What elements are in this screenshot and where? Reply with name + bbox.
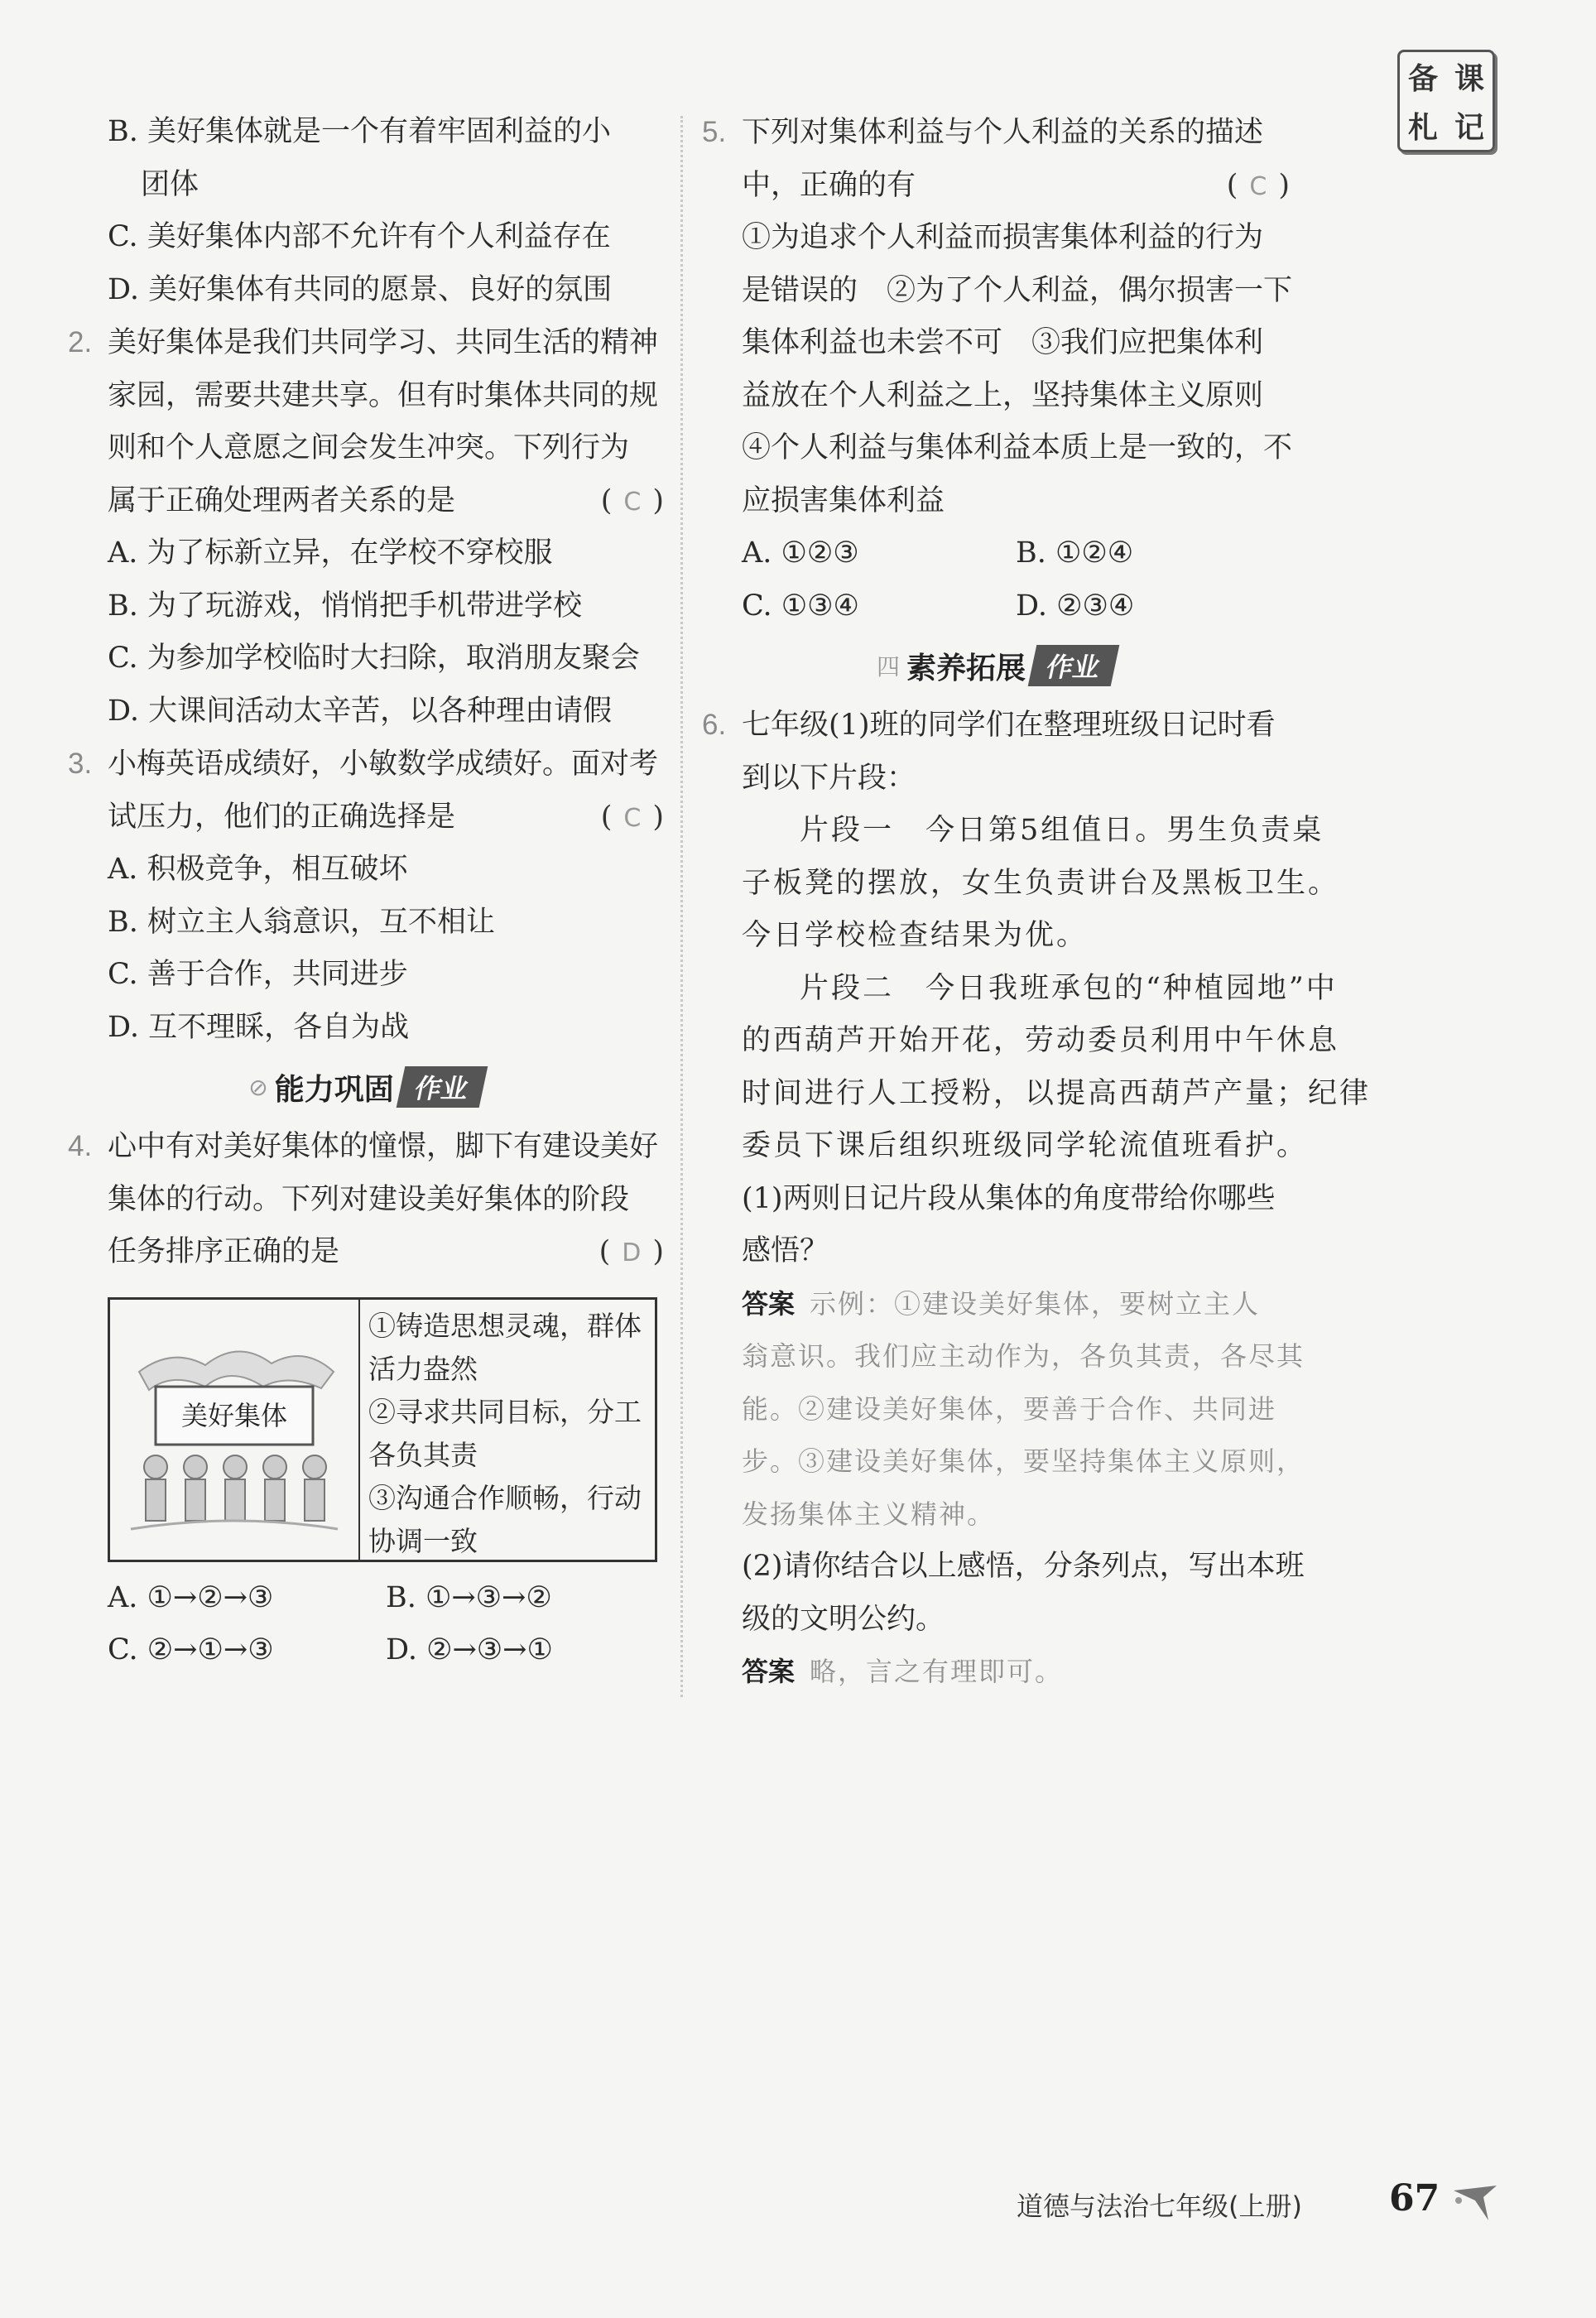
option-row (702, 527, 1290, 580)
excerpt-line: 片段一 今日第5组值日。男生负责桌 (800, 814, 1324, 847)
answer-bracket: ( C ) (1226, 168, 1290, 202)
figure-label: 美好集体 (180, 1399, 288, 1431)
section-tag: 作业 (1028, 645, 1120, 686)
right-column (702, 106, 1372, 1699)
option-d: D. 大课间活动太辛苦，以各种理由请假 (108, 694, 613, 728)
stamp-char: 记 (1454, 111, 1484, 145)
lesson-notes-stamp (1397, 50, 1495, 152)
question-stem: 下列对集体利益与个人利益的关系的描述 (742, 116, 1264, 149)
option-b: B. ①→③→② (386, 1580, 552, 1614)
stage-figure (108, 1297, 657, 1562)
section-mark-icon: ⊘ (248, 1073, 268, 1101)
question-stem: 试压力，他们的正确选择是 (108, 800, 456, 834)
section-heading-ability (68, 1054, 664, 1120)
sub-question-2: (2)请你结合以上感悟，分条列点，写出本班 (742, 1550, 1305, 1583)
question-number: 5. (702, 116, 727, 148)
option-c: C. 美好集体内部不允许有个人利益存在 (108, 220, 611, 253)
option-d: D. 美好集体有共同的愿景、良好的氛围 (108, 272, 613, 306)
left-column (68, 106, 664, 1677)
option-b: B. 为了玩游戏，悄悄把手机带进学校 (108, 589, 582, 623)
option-row (68, 1572, 664, 1625)
option-c: C. ①③④ (742, 589, 859, 623)
section-mark: 四 (876, 653, 900, 680)
statement-line: ④个人利益与集体利益本质上是一致的，不 (742, 431, 1293, 464)
question-stem: 集体的行动。下列对建设美好集体的阶段 (108, 1182, 630, 1216)
question-stem: 则和个人意愿之间会发生冲突。下列行为 (108, 431, 630, 464)
answer-bracket: ( C ) (600, 800, 664, 834)
section-title: 能力巩固 (274, 1072, 394, 1107)
section-tag: 作业 (396, 1066, 488, 1108)
question-stem: 属于正确处理两者关系的是 (108, 483, 456, 517)
option-d: D. ②③④ (1016, 589, 1135, 623)
option-a: A. 积极竞争，相互破坏 (108, 853, 408, 886)
section-title: 素养拓展 (906, 651, 1026, 685)
answer-choice: C (1249, 171, 1267, 201)
answer-label: 答案 (742, 1656, 796, 1687)
answer-choice: C (623, 487, 642, 517)
option-d: D. 互不理睬，各自为战 (108, 1010, 410, 1044)
excerpt-line: 片段二 今日我班承包的“种植园地”中 (800, 971, 1338, 1005)
question-1-tail (68, 106, 664, 316)
stage-item: 活力盎然 (368, 1352, 478, 1385)
question-3 (68, 738, 664, 1054)
answer-label: 答案 (742, 1287, 796, 1320)
question-number: 4. (68, 1130, 93, 1162)
figure-stage-list (360, 1300, 655, 1560)
question-stem: 七年级(1)班的同学们在整理班级日记时看 (742, 709, 1276, 742)
answer-text: 发扬集体主义精神。 (742, 1498, 996, 1530)
column-divider (680, 116, 683, 1697)
answer-text: 能。②建设美好集体，要善于合作、共同进 (742, 1392, 1277, 1425)
question-6 (702, 699, 1372, 1699)
answer-choice: C (623, 803, 642, 833)
excerpt-line: 子板凳的摆放，女生负责讲台及黑板卫生。 (742, 866, 1340, 900)
option-row (702, 580, 1290, 633)
question-stem: 到以下片段： (742, 761, 916, 795)
excerpt-line: 时间进行人工授粉，以提高西葫芦产量；纪律 (742, 1076, 1372, 1110)
question-stem: 任务排序正确的是 (108, 1235, 340, 1268)
answer-choice: D (622, 1238, 642, 1267)
option-a: A. ①→②→③ (108, 1580, 274, 1614)
sub-question-1-cont: 感悟？ (742, 1234, 829, 1267)
question-4 (68, 1120, 664, 1677)
excerpt-line: 的西葫芦开始开花，劳动委员利用中午休息 (742, 1024, 1340, 1057)
question-stem: 美好集体是我们共同学习、共同生活的精神 (108, 326, 659, 359)
answer-1 (702, 1278, 1305, 1541)
stage-item: ②寻求共同目标，分工 (368, 1395, 642, 1428)
stage-item: ①铸造思想灵魂，群体 (368, 1309, 642, 1342)
option-row (68, 1624, 664, 1677)
question-5 (702, 106, 1293, 632)
option-a: A. ①②③ (742, 536, 859, 570)
question-number: 2. (68, 326, 93, 358)
option-c: C. 为参加学校临时大扫除，取消朋友聚会 (108, 642, 640, 675)
corner-decoration-icon (1450, 2182, 1500, 2224)
answer-bracket: ( D ) (598, 1235, 664, 1268)
question-number: 3. (68, 748, 93, 780)
stamp-char: 课 (1454, 62, 1484, 96)
option-c: C. ②→①→③ (108, 1633, 274, 1666)
sub-question-2-cont: 级的文明公约。 (742, 1602, 945, 1636)
section-heading-expand (702, 632, 1290, 699)
answer-text: 示例：①建设美好集体，要树立主人 (810, 1287, 1261, 1320)
option-c: C. 善于合作，共同进步 (108, 958, 408, 991)
option-d: D. ②→③→① (386, 1633, 553, 1666)
question-stem: 中，正确的有 (742, 168, 916, 202)
book-title: 道德与法治七年级(上册) (1017, 2191, 1302, 2222)
answer-text: 翁意识。我们应主动作为，各负其责，各尽其 (742, 1340, 1305, 1372)
option-b: B. 美好集体就是一个有着牢固利益的小 (108, 115, 611, 148)
stage-item: 协调一致 (368, 1524, 478, 1557)
stamp-char: 札 (1407, 111, 1438, 145)
question-stem: 心中有对美好集体的憧憬，脚下有建设美好 (108, 1130, 659, 1163)
statement-line: 益放在个人利益之上，坚持集体主义原则 (742, 378, 1264, 412)
answer-text: 步。③建设美好集体，要坚持集体主义原则， (742, 1445, 1305, 1477)
option-b-cont: 团体 (141, 167, 200, 201)
statement-line: 应损害集体利益 (742, 483, 945, 517)
statement-line: 是错误的 ②为了个人利益，偶尔损害一下 (742, 273, 1293, 307)
figure-illustration (110, 1300, 360, 1560)
statement-line: ①为追求个人利益而损害集体利益的行为 (742, 221, 1264, 254)
stamp-char: 备 (1407, 62, 1438, 96)
people-holding-sign-icon (123, 1314, 346, 1546)
sub-question-1: (1)两则日记片段从集体的角度带给你哪些 (742, 1181, 1276, 1215)
page-number: 67 (1389, 2177, 1440, 2219)
statement-line: 集体利益也未尝不可 ③我们应把集体利 (742, 326, 1264, 359)
excerpt-line: 今日学校检查结果为优。 (742, 919, 1089, 952)
excerpt-line: 委员下课后组织班级同学轮流值班看护。 (742, 1129, 1309, 1162)
question-2 (68, 316, 664, 738)
option-b: B. ①②④ (1016, 536, 1134, 570)
stage-item: ③沟通合作顺畅，行动 (368, 1481, 642, 1514)
question-number: 6. (702, 709, 727, 741)
question-stem: 家园，需要共建共享。但有时集体共同的规 (108, 378, 659, 412)
option-b: B. 树立主人翁意识，互不相让 (108, 905, 495, 939)
option-a: A. 为了标新立异，在学校不穿校服 (108, 536, 553, 570)
answer-bracket: ( C ) (600, 483, 664, 517)
answer-text: 略，言之有理即可。 (810, 1656, 1064, 1687)
stage-item: 各负其责 (368, 1438, 478, 1471)
question-stem: 小梅英语成绩好，小敏数学成绩好。面对考 (108, 748, 659, 781)
answer-2 (702, 1646, 1290, 1699)
